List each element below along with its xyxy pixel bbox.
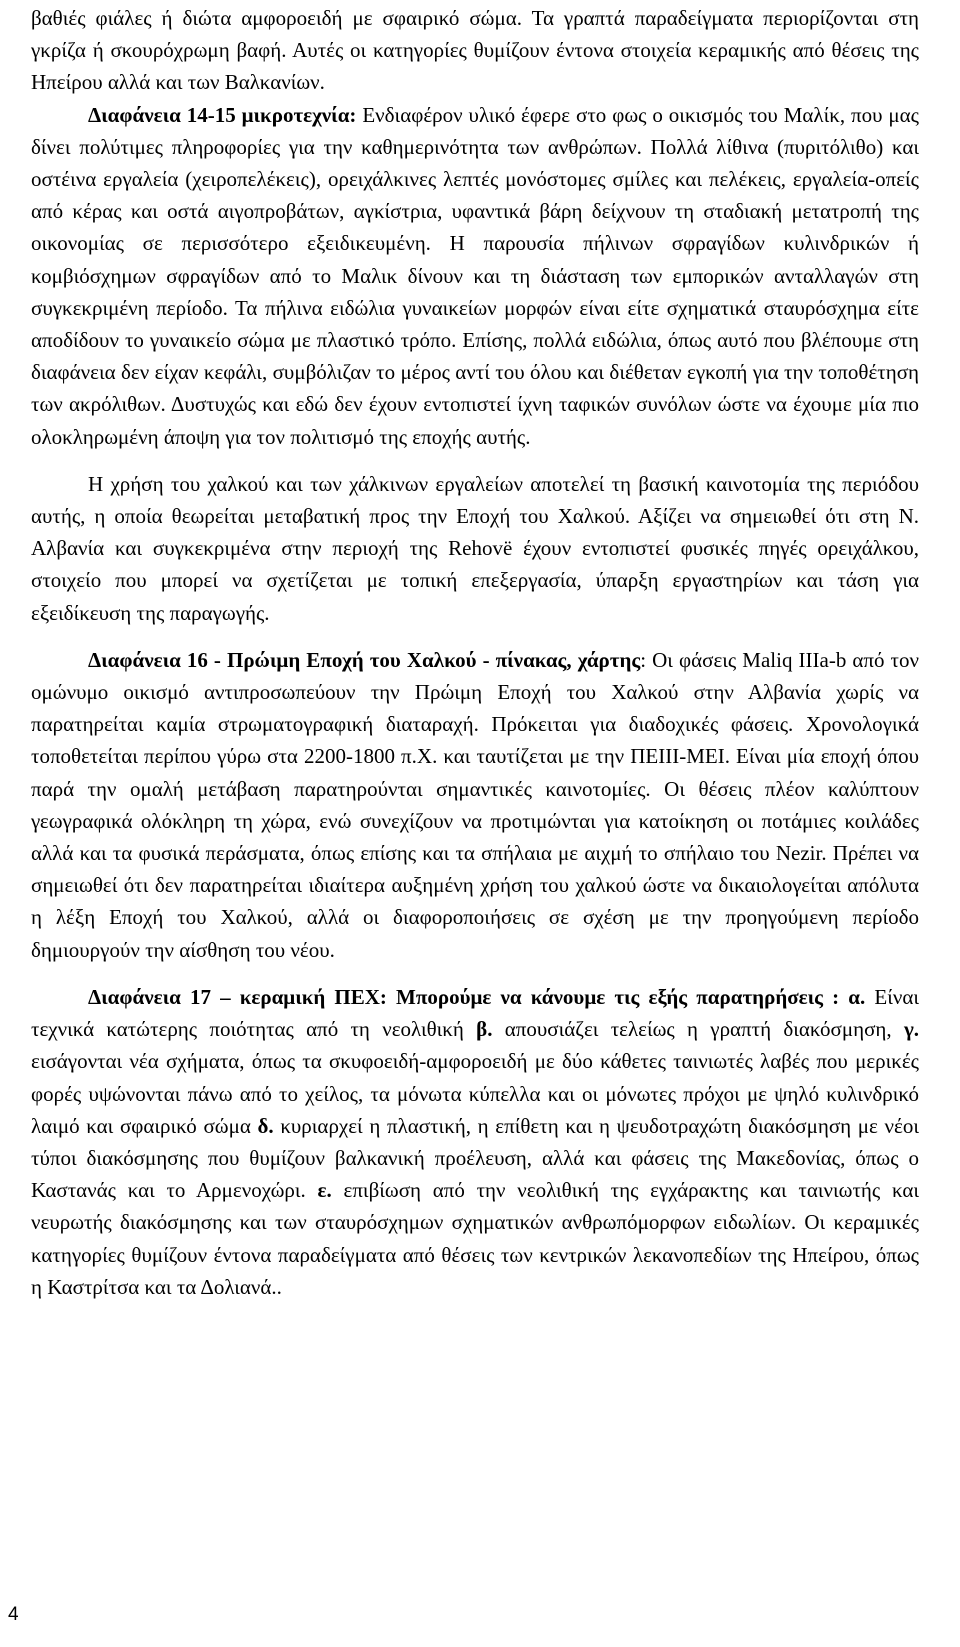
page-number: 4 xyxy=(8,1604,19,1625)
paragraph-slide-14-15 xyxy=(31,99,919,453)
paragraph-slide-17 xyxy=(31,981,919,1303)
document-body xyxy=(31,2,919,1303)
list-marker: β. xyxy=(476,1017,493,1042)
text-run: : Οι φάσεις Maliq IIIa-b από τον ομώνυμο οικισμό αντιπροσωπεύουν την Πρώιμη Εποχή του Χαλκού στην Αλβανία χωρίς να παρατηρείται καμία στρωματογραφική διαταραχή. Πρόκειται για διαδοχικές φάσεις. Χρονολογικά τοποθετείται περίπου γύρω στα 2200-1800 π.Χ. και ταυτίζεται με την ΠΕΙΙΙ-ΜΕΙ. Είναι μία εποχή όπου παρά την ομαλή μετάβαση παρατηρούνται σημαντικές καινοτομίες. Οι θέσεις πλέον καλύπτουν γεωγραφικά ολόκληρη τη χώρα, ενώ συνεχίζουν να προτιμώνται για κατοίκηση οι ποτάμιες κοιλάδες αλλά και τα φυσικά περάσματα, όπως επίσης και τα σπήλαια με αιχμή το σπήλαιο του Nezir. Πρέπει να σημειωθεί ότι δεν παρατηρείται ιδιαίτερα αυξημένη χρήση του χαλκού ώστε να δικαιολογείται απόλυτα η λέξη Εποχή του Χαλκού, αλλά οι διαφοροποιήσεις σε σχέση με την προηγούμενη περίοδο δημιουργούν την αίσθηση του νέου. xyxy=(31,647,919,962)
text-run: βαθιές φιάλες ή διώτα αμφοροειδή με σφαιρικό σώμα. Τα γραπτά παραδείγματα περιορίζονται στη γκρίζα ή σκουρόχρωμη βαφή. Αυτές οι κατηγορίες θυμίζουν έντονα στοιχεία κεραμικής από θέσεις της Ηπείρου αλλά και των Βαλκανίων. xyxy=(31,6,919,95)
text-run: εισάγονται νέα σχήματα, όπως τα σκυφοειδή-αμφοροειδή με δύο κάθετες ταινιωτές λαβές που μερικές φορές υψώνονται πάνω από το χείλος, τα μόνωτα κύπελλα και οι μόνωτες πρόχοι με ψηλό κυλινδρικό λαιμό και σφαιρικό σώμα xyxy=(31,1049,919,1138)
paragraph-bronze-usage xyxy=(31,468,919,629)
paragraph-heading: Διαφάνεια 16 - Πρώιμη Εποχή του Χαλκού - πίνακας, χάρτης xyxy=(88,647,641,672)
text-run: επιβίωση από την νεολιθική της εγχάρακτης και ταινιωτής και νευρωτής διακόσμησης και των σταυρόσχημων σχηματικών ανθρωπόμορφων ειδωλίων. Οι κεραμικές κατηγορίες θυμίζουν έντονα παραδείγματα από θέσεις των κεντρικών λεκανοπεδίων της Ηπείρου, όπως η Καστρίτσα και τα Δολιανά.. xyxy=(31,1178,920,1299)
list-marker: γ. xyxy=(903,1017,920,1042)
paragraph-heading: Διαφάνεια 17 – κεραμική ΠΕΧ: Μπορούμε να κάνουμε τις εξής παρατηρήσεις : α. xyxy=(88,984,866,1009)
text-run: Είναι τεχνικά κατώτερης ποιότητας από τη νεολιθική xyxy=(31,984,920,1042)
text-run: κυριαρχεί η πλαστική, η επίθετη και η ψευδοτραχώτη διακόσμηση με νέοι τύποι διακόσμησης που θυμίζουν βαλκανική προέλευση, αλλά και φάσεις της Μακεδονίας, όπως ο Καστανάς και το Αρμενοχώρι. xyxy=(31,1113,919,1203)
paragraph-heading: Διαφάνεια 14-15 μικροτεχνία: xyxy=(88,102,357,127)
text-run: Η χρήση του χαλκού και των χάλκινων εργαλείων αποτελεί τη βασική καινοτομία της περιόδου αυτής, η οποία θεωρείται μεταβατική προς την Εποχή του Χαλκού. Αξίζει να σημειωθεί ότι στη Ν. Αλβανία και συγκεκριμένα στην περιοχή της Rehovë έχουν εντοπιστεί φυσικές πηγές ορειχάλκου, στοιχείο που μπορεί να σχετίζεται με τοπική επεξεργασία, ύπαρξη εργαστηρίων και τάση για εξειδίκευση της παραγωγής. xyxy=(31,471,919,625)
list-marker: δ. xyxy=(257,1113,274,1138)
list-marker: ε. xyxy=(317,1178,332,1203)
text-run: απουσιάζει τελείως η γραπτή διακόσμηση, xyxy=(492,1017,904,1042)
paragraph-slide-16 xyxy=(31,644,919,966)
paragraph-continuation xyxy=(31,2,919,99)
text-run: Ενδιαφέρον υλικό έφερε στο φως ο οικισμός του Μαλίκ, που μας δίνει πολύτιμες πληροφορίες για την καθημερινότητα των ανθρώπων. Πολλά λίθινα (πυριτόλιθο) και οστέινα εργαλεία (χειροπελέκεις), ορειχάλκινες λεπτές μονόστομες σμίλες και πελέκεις, εργαλεία-οπείς από κέρας και οστά αιγοπροβάτων, αγκίστρια, υφαντικά βάρη δείχνουν τη σταδιακή μετατροπή της οικονομίας σε περισσότερο εξειδικευμένη. Η παρουσία πήλινων σφραγίδων κυλινδρικών ή κομβιόσχημων σφραγίδων από το Μαλικ δίνουν και τη διάσταση των εμπορικών ανταλλαγών στη συγκεκριμένη περίοδο. Τα πήλινα ειδώλια γυναικείων μορφών είναι είτε σχηματικά σταυρόσχημα είτε αποδίδουν το γυναικείο σώμα με πλαστικό τρόπο. Επίσης, πολλά ειδώλια, όπως αυτό που βλέπουμε στη διαφάνεια δεν είχαν κεφάλι, συμβόλιζαν το μέρος αντί του όλου και διέθεταν εγκοπή για την τοποθέτηση των ακρόλιθων. Δυστυχώς και εδώ δεν έχουν εντοπιστεί ίχνη ταφικών συνόλων ώστε να έχουμε μία πιο ολοκληρωμένη άποψη για τον πολιτισμό της εποχής αυτής. xyxy=(31,102,920,449)
